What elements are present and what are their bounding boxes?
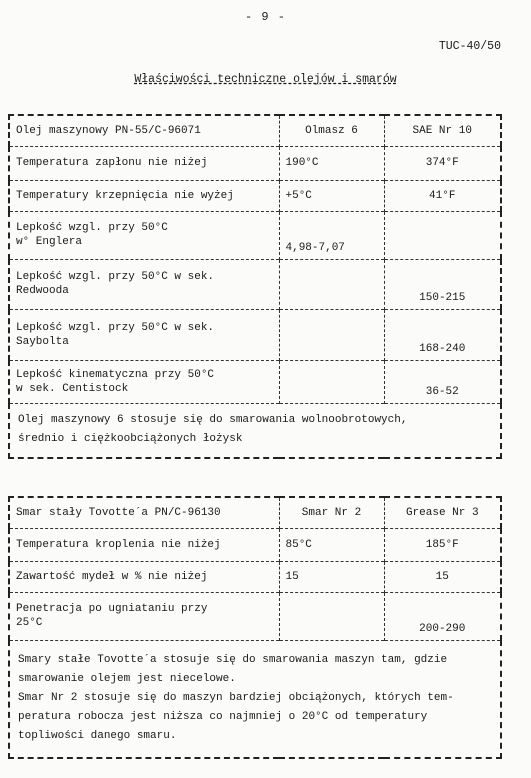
property-label: Lepkość wzgl. przy 50°C w sek. Redwooda — [9, 259, 279, 309]
usage-note: Olej maszynowy 6 stosuje się do smarowania wolnoobrotowych, średnio i ciężkoobciążonych łożysk — [9, 403, 501, 458]
property-label: Temperatura kroplenia nie niżej — [9, 528, 279, 561]
document-code: TUC-40/50 — [438, 40, 501, 53]
property-label: Lepkość wzgl. przy 50°C w sek. Saybolta — [9, 309, 279, 360]
value-cell — [384, 211, 501, 259]
table-row — [9, 309, 501, 360]
table-row — [9, 180, 501, 211]
header-cell: Smar stały Tovotte´a PN/C-96130 — [16, 506, 221, 519]
header-cell: Olmasz 6 — [279, 115, 384, 146]
value-cell — [279, 309, 384, 360]
usage-note: Smary stałe Tovotte´a stosuje się do smarowania maszyn tam, gdzie smarowanie olejem jest niecelowe. Smar Nr 2 stosuje się do maszyn bardziej obciążonych, których tem- peratura robocza jest niższa co najmniej o 20°C od temperatury topliwości danego smaru. — [9, 640, 501, 758]
value-cell — [279, 360, 384, 403]
property-label: Lepkość wzgl. przy 50°C w° Englera — [9, 211, 279, 259]
value-cell: 190°C — [279, 146, 384, 180]
header-cell: SAE Nr 10 — [384, 115, 501, 146]
table-row — [9, 211, 501, 259]
value-cell: 4,98-7,07 — [279, 211, 384, 259]
page-number: - 9 - — [244, 10, 286, 24]
value-cell: 150-215 — [384, 259, 501, 309]
property-label: Temperatury krzepnięcia nie wyżej — [9, 180, 279, 211]
table-row — [9, 561, 501, 592]
value-cell — [279, 592, 384, 640]
table-header-row — [9, 115, 501, 146]
grease-properties-table — [8, 496, 502, 759]
value-cell: 15 — [384, 561, 501, 592]
value-cell: +5°C — [279, 180, 384, 211]
value-cell: 36-52 — [384, 360, 501, 403]
table-note-row — [9, 403, 501, 458]
value-cell: 374°F — [384, 146, 501, 180]
oil-properties-table — [8, 114, 502, 459]
value-cell: 185°F — [384, 528, 501, 561]
property-label: Penetracja po ugniataniu przy 25°C — [9, 592, 279, 640]
property-label: Temperatura zapłonu nie niżej — [9, 146, 279, 180]
value-cell: 41°F — [384, 180, 501, 211]
table-row — [9, 259, 501, 309]
table-row — [9, 592, 501, 640]
property-label: Zawartość mydeł w % nie niżej — [9, 561, 279, 592]
header-cell: Olej maszynowy PN-55/C-96071 — [16, 124, 201, 137]
value-cell: 168-240 — [384, 309, 501, 360]
value-cell: 15 — [279, 561, 384, 592]
value-cell: 85°C — [279, 528, 384, 561]
table-header-row — [9, 497, 501, 528]
property-label: Lepkość kinematyczna przy 50°C w sek. Centistock — [9, 360, 279, 403]
table-row — [9, 528, 501, 561]
table-row — [9, 146, 501, 180]
table-row — [9, 360, 501, 403]
value-cell — [279, 259, 384, 309]
header-cell: Grease Nr 3 — [384, 497, 501, 528]
table-note-row — [9, 640, 501, 758]
value-cell: 200-290 — [384, 592, 501, 640]
page-title: Właściwości techniczne olejów i smarów — [134, 73, 397, 86]
header-cell: Smar Nr 2 — [279, 497, 384, 528]
